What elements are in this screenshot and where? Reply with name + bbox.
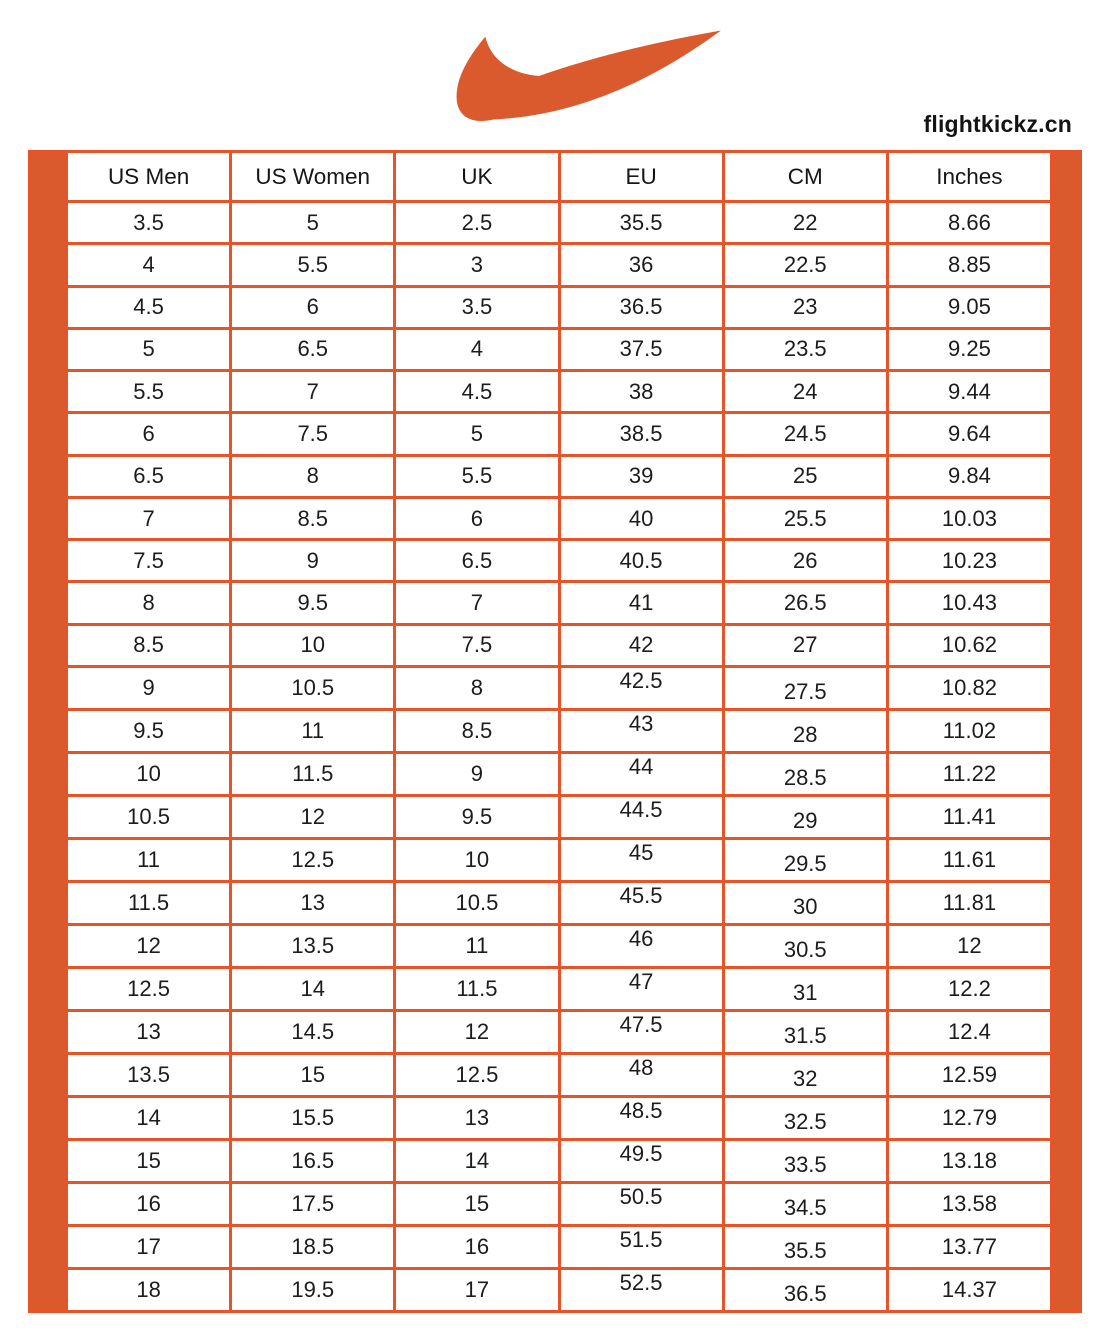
size-cell: 37.5 xyxy=(561,330,722,369)
size-cell: 29 xyxy=(725,797,886,837)
size-cell: 48.5 xyxy=(561,1098,722,1138)
size-cell: 22.5 xyxy=(725,245,886,284)
size-cell: 10.82 xyxy=(889,668,1050,708)
size-cell: 12.4 xyxy=(889,1012,1050,1052)
size-cell: 39 xyxy=(561,457,722,496)
size-cell: 12.5 xyxy=(68,969,229,1009)
column-header-us-men: US Men xyxy=(68,153,229,200)
size-cell: 7.5 xyxy=(232,414,393,453)
size-cell: 8 xyxy=(232,457,393,496)
column-header-uk: UK xyxy=(396,153,557,200)
left-accent-bar xyxy=(31,153,65,1310)
size-cell: 14 xyxy=(232,969,393,1009)
size-cell: 38 xyxy=(561,372,722,411)
size-cell: 10 xyxy=(396,840,557,880)
right-accent-bar xyxy=(1053,153,1079,1310)
size-cell: 13.5 xyxy=(232,926,393,966)
size-cell: 8.85 xyxy=(889,245,1050,284)
size-cell: 29.5 xyxy=(725,840,886,880)
size-cell: 25.5 xyxy=(725,499,886,538)
size-cell: 7.5 xyxy=(396,626,557,665)
column-header-cm: CM xyxy=(725,153,886,200)
size-cell: 49.5 xyxy=(561,1141,722,1181)
size-cell: 11 xyxy=(232,711,393,751)
size-cell: 26.5 xyxy=(725,583,886,622)
size-cell: 7 xyxy=(396,583,557,622)
size-cell: 45.5 xyxy=(561,883,722,923)
size-cell: 16 xyxy=(68,1184,229,1224)
size-cell: 9.84 xyxy=(889,457,1050,496)
size-cell: 9.5 xyxy=(396,797,557,837)
size-cell: 23.5 xyxy=(725,330,886,369)
size-cell: 42.5 xyxy=(561,668,722,708)
size-cell: 44 xyxy=(561,754,722,794)
size-cell: 10.03 xyxy=(889,499,1050,538)
size-cell: 30.5 xyxy=(725,926,886,966)
size-cell: 9.05 xyxy=(889,288,1050,327)
size-cell: 8.5 xyxy=(68,626,229,665)
size-cell: 5.5 xyxy=(68,372,229,411)
size-cell: 10.23 xyxy=(889,541,1050,580)
size-cell: 22 xyxy=(725,203,886,242)
size-cell: 14 xyxy=(396,1141,557,1181)
size-cell: 15.5 xyxy=(232,1098,393,1138)
size-cell: 9 xyxy=(396,754,557,794)
size-cell: 17 xyxy=(68,1227,229,1267)
size-cell: 35.5 xyxy=(561,203,722,242)
size-cell: 34.5 xyxy=(725,1184,886,1224)
size-cell: 6 xyxy=(396,499,557,538)
size-cell: 8.66 xyxy=(889,203,1050,242)
size-cell: 11.5 xyxy=(68,883,229,923)
size-cell: 42 xyxy=(561,626,722,665)
size-cell: 50.5 xyxy=(561,1184,722,1224)
size-cell: 7 xyxy=(232,372,393,411)
size-cell: 7.5 xyxy=(68,541,229,580)
size-cell: 13.18 xyxy=(889,1141,1050,1181)
size-cell: 12 xyxy=(232,797,393,837)
size-cell: 5 xyxy=(396,414,557,453)
size-cell: 12 xyxy=(68,926,229,966)
size-cell: 9.25 xyxy=(889,330,1050,369)
size-cell: 8 xyxy=(68,583,229,622)
size-cell: 6 xyxy=(68,414,229,453)
size-cell: 44.5 xyxy=(561,797,722,837)
size-cell: 12.5 xyxy=(232,840,393,880)
size-cell: 10 xyxy=(68,754,229,794)
nike-swoosh-icon xyxy=(455,28,721,122)
size-cell: 40 xyxy=(561,499,722,538)
size-cell: 13 xyxy=(68,1012,229,1052)
size-cell: 52.5 xyxy=(561,1270,722,1310)
size-cell: 47.5 xyxy=(561,1012,722,1052)
size-cell: 10.5 xyxy=(68,797,229,837)
size-cell: 51.5 xyxy=(561,1227,722,1267)
size-cell: 11.5 xyxy=(232,754,393,794)
column-header-inches: Inches xyxy=(889,153,1050,200)
size-cell: 2.5 xyxy=(396,203,557,242)
size-cell: 6.5 xyxy=(396,541,557,580)
size-cell: 3.5 xyxy=(68,203,229,242)
size-cell: 3 xyxy=(396,245,557,284)
size-cell: 12 xyxy=(396,1012,557,1052)
size-cell: 5 xyxy=(232,203,393,242)
size-cell: 13.58 xyxy=(889,1184,1050,1224)
size-cell: 3.5 xyxy=(396,288,557,327)
size-cell: 11.81 xyxy=(889,883,1050,923)
size-cell: 4 xyxy=(68,245,229,284)
size-cell: 13 xyxy=(232,883,393,923)
size-cell: 25 xyxy=(725,457,886,496)
size-cell: 15 xyxy=(396,1184,557,1224)
size-cell: 11.02 xyxy=(889,711,1050,751)
size-cell: 13.77 xyxy=(889,1227,1050,1267)
size-cell: 7 xyxy=(68,499,229,538)
size-cell: 10.5 xyxy=(396,883,557,923)
size-cell: 16.5 xyxy=(232,1141,393,1181)
size-cell: 9 xyxy=(232,541,393,580)
size-cell: 11.22 xyxy=(889,754,1050,794)
size-cell: 28.5 xyxy=(725,754,886,794)
size-cell: 23 xyxy=(725,288,886,327)
size-cell: 4 xyxy=(396,330,557,369)
size-cell: 5 xyxy=(68,330,229,369)
size-cell: 33.5 xyxy=(725,1141,886,1181)
size-cell: 14 xyxy=(68,1098,229,1138)
size-cell: 15 xyxy=(232,1055,393,1095)
size-cell: 26 xyxy=(725,541,886,580)
size-cell: 28 xyxy=(725,711,886,751)
size-cell: 9.44 xyxy=(889,372,1050,411)
size-cell: 32.5 xyxy=(725,1098,886,1138)
size-cell: 36.5 xyxy=(561,288,722,327)
size-cell: 11 xyxy=(68,840,229,880)
size-cell: 14.37 xyxy=(889,1270,1050,1310)
size-cell: 47 xyxy=(561,969,722,1009)
column-header-us-women: US Women xyxy=(232,153,393,200)
size-cell: 38.5 xyxy=(561,414,722,453)
size-cell: 24 xyxy=(725,372,886,411)
size-cell: 17 xyxy=(396,1270,557,1310)
size-cell: 32 xyxy=(725,1055,886,1095)
size-cell: 12.59 xyxy=(889,1055,1050,1095)
size-cell: 46 xyxy=(561,926,722,966)
size-cell: 30 xyxy=(725,883,886,923)
size-cell: 5.5 xyxy=(396,457,557,496)
size-chart-table xyxy=(28,150,1082,1313)
size-cell: 8.5 xyxy=(396,711,557,751)
size-cell: 9 xyxy=(68,668,229,708)
size-cell: 18.5 xyxy=(232,1227,393,1267)
column-header-eu: EU xyxy=(561,153,722,200)
size-cell: 6.5 xyxy=(232,330,393,369)
size-cell: 11.5 xyxy=(396,969,557,1009)
size-cell: 9.64 xyxy=(889,414,1050,453)
size-cell: 12.79 xyxy=(889,1098,1050,1138)
size-cell: 48 xyxy=(561,1055,722,1095)
size-cell: 12.2 xyxy=(889,969,1050,1009)
size-cell: 43 xyxy=(561,711,722,751)
size-cell: 24.5 xyxy=(725,414,886,453)
size-cell: 4.5 xyxy=(68,288,229,327)
size-cell: 11.41 xyxy=(889,797,1050,837)
size-cell: 18 xyxy=(68,1270,229,1310)
size-cell: 14.5 xyxy=(232,1012,393,1052)
size-cell: 9.5 xyxy=(232,583,393,622)
size-cell: 10 xyxy=(232,626,393,665)
size-cell: 31.5 xyxy=(725,1012,886,1052)
size-cell: 5.5 xyxy=(232,245,393,284)
size-cell: 17.5 xyxy=(232,1184,393,1224)
size-cell: 13.5 xyxy=(68,1055,229,1095)
size-cell: 6 xyxy=(232,288,393,327)
size-cell: 36.5 xyxy=(725,1270,886,1310)
size-cell: 27 xyxy=(725,626,886,665)
size-cell: 8.5 xyxy=(232,499,393,538)
size-cell: 15 xyxy=(68,1141,229,1181)
size-cell: 19.5 xyxy=(232,1270,393,1310)
website-label: flightkickz.cn xyxy=(923,111,1072,137)
size-cell: 45 xyxy=(561,840,722,880)
size-cell: 16 xyxy=(396,1227,557,1267)
size-cell: 36 xyxy=(561,245,722,284)
size-cell: 8 xyxy=(396,668,557,708)
size-cell: 13 xyxy=(396,1098,557,1138)
size-cell: 10.62 xyxy=(889,626,1050,665)
size-cell: 11.61 xyxy=(889,840,1050,880)
size-cell: 10.5 xyxy=(232,668,393,708)
size-cell: 35.5 xyxy=(725,1227,886,1267)
size-cell: 9.5 xyxy=(68,711,229,751)
size-cell: 6.5 xyxy=(68,457,229,496)
size-cell: 40.5 xyxy=(561,541,722,580)
size-cell: 41 xyxy=(561,583,722,622)
size-cell: 10.43 xyxy=(889,583,1050,622)
size-cell: 27.5 xyxy=(725,668,886,708)
size-cell: 31 xyxy=(725,969,886,1009)
size-cell: 12.5 xyxy=(396,1055,557,1095)
size-cell: 12 xyxy=(889,926,1050,966)
size-cell: 11 xyxy=(396,926,557,966)
size-cell: 4.5 xyxy=(396,372,557,411)
